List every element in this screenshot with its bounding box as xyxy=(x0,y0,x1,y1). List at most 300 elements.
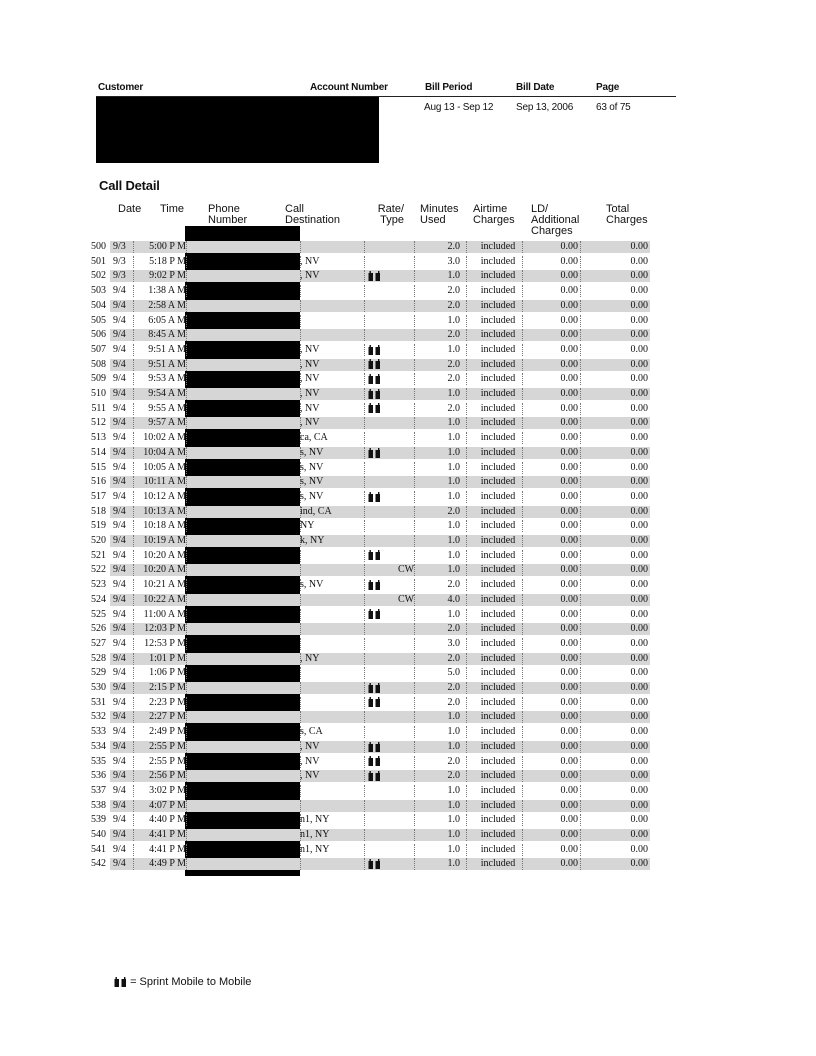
column-separator xyxy=(133,520,134,532)
call-time: 2:56 P M xyxy=(149,770,186,782)
airtime-charges: included xyxy=(480,343,516,355)
table-row xyxy=(0,549,816,562)
call-date: 9/4 xyxy=(113,329,126,341)
call-date: 9/4 xyxy=(113,402,126,414)
row-number: 542 xyxy=(91,858,106,870)
total-charges: 0.00 xyxy=(630,358,648,370)
call-time: 10:13 A M xyxy=(143,505,186,517)
call-time: 9:55 A M xyxy=(148,402,186,414)
column-separator xyxy=(133,756,134,768)
sprint-mobile-to-mobile-icon xyxy=(368,771,381,781)
column-separator xyxy=(186,403,187,415)
section-title: Call Detail xyxy=(99,178,160,193)
column-separator xyxy=(364,800,365,812)
column-separator xyxy=(414,417,415,429)
table-row xyxy=(0,255,816,268)
column-separator xyxy=(364,329,365,341)
column-separator xyxy=(466,403,467,415)
call-time: 2:55 P M xyxy=(149,740,186,752)
column-separator xyxy=(300,785,301,797)
total-charges: 0.00 xyxy=(630,843,648,855)
table-row xyxy=(0,446,816,459)
ld-additional-charges: 0.00 xyxy=(560,740,578,752)
minutes-used: 1.0 xyxy=(447,564,460,576)
minutes-used: 1.0 xyxy=(447,814,460,826)
table-row xyxy=(0,284,816,297)
total-charges: 0.00 xyxy=(630,711,648,723)
column-separator xyxy=(466,814,467,826)
call-time: 10:12 A M xyxy=(143,490,186,502)
column-separator xyxy=(414,594,415,606)
column-separator xyxy=(364,403,365,415)
column-separator xyxy=(364,844,365,856)
column-separator xyxy=(466,476,467,488)
column-separator xyxy=(580,300,581,312)
call-destination: NY xyxy=(300,520,315,532)
column-separator xyxy=(364,682,365,694)
column-separator xyxy=(414,682,415,694)
call-destination: , NV xyxy=(300,740,320,752)
call-time: 2:15 P M xyxy=(149,682,186,693)
column-separator xyxy=(580,829,581,841)
call-date: 9/4 xyxy=(113,461,126,473)
call-time: 9:53 A M xyxy=(148,373,186,385)
total-charges: 0.00 xyxy=(630,667,648,679)
column-separator xyxy=(580,520,581,532)
minutes-used: 2.0 xyxy=(447,329,460,341)
column-separator xyxy=(466,417,467,429)
row-number: 525 xyxy=(91,608,106,620)
ld-additional-charges: 0.00 xyxy=(560,593,578,605)
column-separator xyxy=(466,270,467,282)
column-separator xyxy=(580,403,581,415)
call-date: 9/4 xyxy=(113,696,126,708)
column-separator xyxy=(133,638,134,650)
total-charges: 0.00 xyxy=(630,446,648,458)
column-separator xyxy=(133,285,134,297)
row-number: 500 xyxy=(91,241,106,252)
row-number: 515 xyxy=(91,461,106,473)
column-separator xyxy=(414,623,415,635)
total-charges: 0.00 xyxy=(630,755,648,767)
call-destination: ind, CA xyxy=(300,505,332,517)
call-time: 2:58 A M xyxy=(148,299,186,311)
total-charges: 0.00 xyxy=(630,432,648,444)
call-date: 9/4 xyxy=(113,829,126,840)
call-time: 4:41 P M xyxy=(149,843,186,855)
ld-additional-charges: 0.00 xyxy=(560,696,578,708)
column-separator xyxy=(364,300,365,312)
col-header-phone: Phone Number xyxy=(208,203,248,226)
column-separator xyxy=(364,711,365,723)
column-separator xyxy=(186,697,187,709)
table-row xyxy=(0,622,816,635)
airtime-charges: included xyxy=(480,314,516,326)
total-charges: 0.00 xyxy=(630,270,648,282)
column-separator xyxy=(466,241,467,253)
column-separator xyxy=(580,388,581,400)
column-separator xyxy=(364,270,365,282)
column-separator xyxy=(364,417,365,429)
call-time: 5:18 P M xyxy=(149,255,186,267)
column-separator xyxy=(364,741,365,753)
column-separator xyxy=(364,315,365,327)
airtime-charges: included xyxy=(480,770,516,782)
column-separator xyxy=(364,814,365,826)
column-separator xyxy=(580,667,581,679)
row-number: 535 xyxy=(91,755,106,767)
column-separator xyxy=(300,609,301,621)
call-time: 10:20 A M xyxy=(143,549,186,561)
total-charges: 0.00 xyxy=(630,241,648,252)
minutes-used: 1.0 xyxy=(447,784,460,796)
call-time: 4:49 P M xyxy=(149,858,186,870)
col-header-ld: LD/ Additional Charges xyxy=(531,203,580,237)
row-number: 536 xyxy=(91,770,106,782)
airtime-charges: included xyxy=(480,417,516,429)
column-separator xyxy=(186,535,187,547)
column-separator xyxy=(186,741,187,753)
rate-type xyxy=(368,857,412,870)
column-separator xyxy=(186,432,187,444)
column-separator xyxy=(300,594,301,606)
column-separator xyxy=(466,785,467,797)
column-separator xyxy=(580,506,581,518)
column-separator xyxy=(300,285,301,297)
call-time: 1:01 P M xyxy=(149,652,186,664)
table-row xyxy=(0,813,816,826)
column-separator xyxy=(300,241,301,253)
column-separator xyxy=(133,609,134,621)
column-separator xyxy=(414,697,415,709)
column-separator xyxy=(364,520,365,532)
row-number: 517 xyxy=(91,490,106,502)
col-header-minutes: Minutes Used xyxy=(420,203,459,226)
call-date: 9/4 xyxy=(113,784,126,796)
row-number: 530 xyxy=(91,682,106,693)
call-destination: s, NV xyxy=(300,476,324,488)
sprint-mobile-to-mobile-icon xyxy=(368,374,381,384)
call-time: 10:20 A M xyxy=(143,564,186,576)
ld-additional-charges: 0.00 xyxy=(560,652,578,664)
row-number: 518 xyxy=(91,505,106,517)
column-separator xyxy=(364,447,365,459)
column-separator xyxy=(414,256,415,268)
total-charges: 0.00 xyxy=(630,593,648,605)
column-separator xyxy=(364,373,365,385)
ld-additional-charges: 0.00 xyxy=(560,564,578,576)
ld-additional-charges: 0.00 xyxy=(560,476,578,488)
column-separator xyxy=(364,785,365,797)
rate-type xyxy=(368,696,412,709)
sprint-mobile-to-mobile-icon xyxy=(368,345,381,355)
column-separator xyxy=(364,756,365,768)
airtime-charges: included xyxy=(480,329,516,341)
ld-additional-charges: 0.00 xyxy=(560,520,578,532)
page-value: 63 of 75 xyxy=(596,102,631,113)
airtime-charges: included xyxy=(480,255,516,267)
ld-additional-charges: 0.00 xyxy=(560,814,578,826)
airtime-charges: included xyxy=(480,799,516,811)
minutes-used: 1.0 xyxy=(447,726,460,738)
column-separator xyxy=(133,388,134,400)
table-row xyxy=(0,505,816,518)
ld-additional-charges: 0.00 xyxy=(560,623,578,635)
airtime-charges: included xyxy=(480,358,516,370)
column-separator xyxy=(364,667,365,679)
call-date: 9/4 xyxy=(113,843,126,855)
column-separator xyxy=(466,756,467,768)
ld-additional-charges: 0.00 xyxy=(560,829,578,840)
table-row xyxy=(0,608,816,621)
call-date: 9/4 xyxy=(113,564,126,576)
airtime-charges: included xyxy=(480,520,516,532)
ld-additional-charges: 0.00 xyxy=(560,579,578,591)
ld-additional-charges: 0.00 xyxy=(560,505,578,517)
call-destination: s, CA xyxy=(300,726,323,738)
account-number-label: Account Number xyxy=(310,82,388,93)
column-separator xyxy=(300,550,301,562)
column-separator xyxy=(133,711,134,723)
column-separator xyxy=(364,858,365,870)
column-separator xyxy=(580,785,581,797)
minutes-used: 2.0 xyxy=(447,696,460,708)
call-time: 12:53 P M xyxy=(144,637,186,649)
rate-type xyxy=(368,358,412,371)
column-separator xyxy=(133,344,134,356)
ld-additional-charges: 0.00 xyxy=(560,667,578,679)
sprint-mobile-to-mobile-icon xyxy=(368,580,381,590)
sprint-mobile-to-mobile-icon xyxy=(368,742,381,752)
ld-additional-charges: 0.00 xyxy=(560,843,578,855)
column-separator xyxy=(466,520,467,532)
column-separator xyxy=(133,726,134,738)
column-separator xyxy=(414,447,415,459)
row-number: 514 xyxy=(91,446,106,458)
column-separator xyxy=(466,491,467,503)
call-time: 4:07 P M xyxy=(149,799,186,811)
column-separator xyxy=(580,359,581,371)
minutes-used: 2.0 xyxy=(447,241,460,252)
call-date: 9/4 xyxy=(113,593,126,605)
total-charges: 0.00 xyxy=(630,829,648,840)
sprint-mobile-to-mobile-icon xyxy=(368,859,381,869)
row-number: 516 xyxy=(91,476,106,488)
column-separator xyxy=(414,315,415,327)
rate-type xyxy=(368,608,412,621)
bill-date-value: Sep 13, 2006 xyxy=(516,102,574,113)
column-separator xyxy=(466,667,467,679)
call-destination: k, NY xyxy=(300,535,325,546)
column-separator xyxy=(133,667,134,679)
column-separator xyxy=(133,403,134,415)
column-separator xyxy=(300,315,301,327)
airtime-charges: included xyxy=(480,461,516,473)
call-date: 9/4 xyxy=(113,446,126,458)
call-date: 9/4 xyxy=(113,432,126,444)
call-date: 9/4 xyxy=(113,314,126,326)
row-number: 540 xyxy=(91,829,106,840)
column-separator xyxy=(186,564,187,576)
call-destination: , NV xyxy=(300,755,320,767)
total-charges: 0.00 xyxy=(630,505,648,517)
minutes-used: 2.0 xyxy=(447,652,460,664)
airtime-charges: included xyxy=(480,535,516,546)
minutes-used: 2.0 xyxy=(447,770,460,782)
table-row xyxy=(0,343,816,356)
row-number: 527 xyxy=(91,637,106,649)
call-time: 8:45 A M xyxy=(148,329,186,341)
call-date: 9/4 xyxy=(113,799,126,811)
rate-type xyxy=(368,343,412,356)
airtime-charges: included xyxy=(480,402,516,414)
sprint-mobile-to-mobile-icon xyxy=(368,697,381,707)
column-separator xyxy=(133,829,134,841)
total-charges: 0.00 xyxy=(630,461,648,473)
total-charges: 0.00 xyxy=(630,652,648,664)
call-time: 5:00 P M xyxy=(149,241,186,252)
column-separator xyxy=(364,609,365,621)
ld-additional-charges: 0.00 xyxy=(560,637,578,649)
row-number: 522 xyxy=(91,564,106,576)
column-separator xyxy=(580,623,581,635)
table-row xyxy=(0,387,816,400)
column-separator xyxy=(300,800,301,812)
column-separator xyxy=(414,388,415,400)
minutes-used: 2.0 xyxy=(447,358,460,370)
ld-additional-charges: 0.00 xyxy=(560,461,578,473)
sprint-mobile-to-mobile-icon xyxy=(368,550,381,560)
table-row xyxy=(0,755,816,768)
call-time: 10:22 A M xyxy=(143,593,186,605)
row-number: 520 xyxy=(91,535,106,546)
minutes-used: 2.0 xyxy=(447,285,460,297)
column-separator xyxy=(414,300,415,312)
column-separator xyxy=(364,256,365,268)
airtime-charges: included xyxy=(480,755,516,767)
airtime-charges: included xyxy=(480,623,516,635)
row-number: 524 xyxy=(91,593,106,605)
call-date: 9/4 xyxy=(113,814,126,826)
column-separator xyxy=(466,300,467,312)
column-separator xyxy=(580,476,581,488)
column-separator xyxy=(414,270,415,282)
column-separator xyxy=(133,462,134,474)
column-separator xyxy=(466,623,467,635)
minutes-used: 3.0 xyxy=(447,637,460,649)
column-separator xyxy=(186,814,187,826)
col-header-airtime: Airtime Charges xyxy=(473,203,515,226)
column-separator xyxy=(300,623,301,635)
call-date: 9/4 xyxy=(113,520,126,532)
total-charges: 0.00 xyxy=(630,696,648,708)
call-time: 4:40 P M xyxy=(149,814,186,826)
call-destination: s, NV xyxy=(300,461,324,473)
table-row xyxy=(0,652,816,665)
call-time: 10:18 A M xyxy=(143,520,186,532)
row-number: 521 xyxy=(91,549,106,561)
row-number: 511 xyxy=(91,402,106,414)
column-separator xyxy=(133,550,134,562)
minutes-used: 1.0 xyxy=(447,711,460,723)
column-separator xyxy=(186,667,187,679)
row-number: 539 xyxy=(91,814,106,826)
column-separator xyxy=(466,462,467,474)
col-header-rate-type: Rate/ Type xyxy=(377,203,404,226)
total-charges: 0.00 xyxy=(630,343,648,355)
ld-additional-charges: 0.00 xyxy=(560,343,578,355)
call-time: 10:02 A M xyxy=(143,432,186,444)
column-separator xyxy=(186,241,187,253)
call-destination: , NV xyxy=(300,255,320,267)
column-separator xyxy=(300,564,301,576)
call-date: 9/4 xyxy=(113,667,126,679)
row-number: 532 xyxy=(91,711,106,723)
minutes-used: 1.0 xyxy=(447,858,460,870)
total-charges: 0.00 xyxy=(630,476,648,488)
minutes-used: 1.0 xyxy=(447,461,460,473)
column-separator xyxy=(414,579,415,591)
sprint-mobile-to-mobile-icon xyxy=(368,683,381,693)
column-separator xyxy=(133,594,134,606)
column-separator xyxy=(580,329,581,341)
column-separator xyxy=(186,315,187,327)
call-date: 9/3 xyxy=(113,270,126,282)
column-separator xyxy=(466,770,467,782)
call-destination: , NV xyxy=(300,343,320,355)
row-number: 507 xyxy=(91,343,106,355)
column-separator xyxy=(580,550,581,562)
call-time: 1:38 A M xyxy=(148,285,186,297)
minutes-used: 1.0 xyxy=(447,446,460,458)
minutes-used: 1.0 xyxy=(447,740,460,752)
call-date: 9/4 xyxy=(113,623,126,635)
table-row xyxy=(0,769,816,782)
column-separator xyxy=(186,800,187,812)
column-separator xyxy=(364,388,365,400)
table-row xyxy=(0,314,816,327)
total-charges: 0.00 xyxy=(630,535,648,546)
column-separator xyxy=(300,638,301,650)
sprint-mobile-to-mobile-icon xyxy=(368,271,381,281)
minutes-used: 2.0 xyxy=(447,623,460,635)
column-separator xyxy=(364,491,365,503)
column-separator xyxy=(133,785,134,797)
column-separator xyxy=(133,800,134,812)
table-row xyxy=(0,299,816,312)
call-destination: , NY xyxy=(300,652,320,664)
column-separator xyxy=(133,476,134,488)
column-separator xyxy=(466,697,467,709)
column-separator xyxy=(466,373,467,385)
column-separator xyxy=(186,858,187,870)
total-charges: 0.00 xyxy=(630,682,648,693)
table-row xyxy=(0,857,816,870)
column-separator xyxy=(186,447,187,459)
airtime-charges: included xyxy=(480,299,516,311)
column-separator xyxy=(414,667,415,679)
column-separator xyxy=(580,844,581,856)
column-separator xyxy=(414,638,415,650)
column-separator xyxy=(414,359,415,371)
column-separator xyxy=(466,256,467,268)
column-separator xyxy=(414,814,415,826)
column-separator xyxy=(364,623,365,635)
airtime-charges: included xyxy=(480,858,516,870)
column-separator xyxy=(186,638,187,650)
total-charges: 0.00 xyxy=(630,726,648,738)
minutes-used: 3.0 xyxy=(447,255,460,267)
